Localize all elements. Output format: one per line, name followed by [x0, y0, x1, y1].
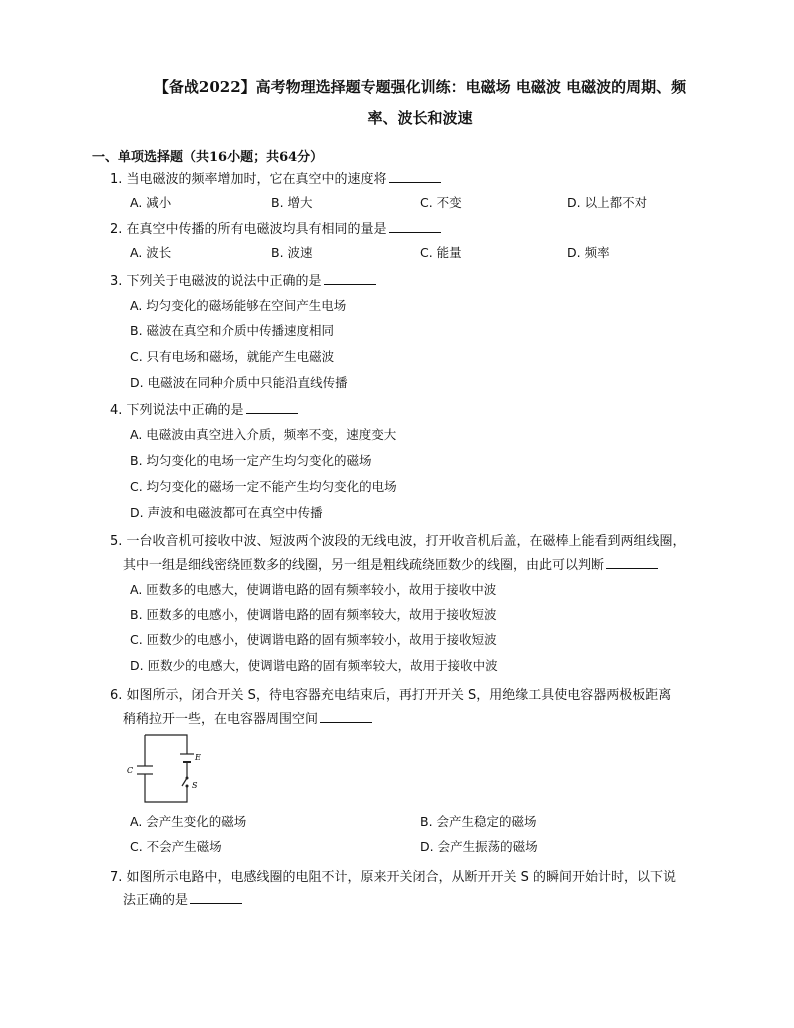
question-7-stem-line1: 7. 如图所示电路中，电感线圈的电阻不计，原来开关闭合，从断开开关 S 的瞬间开始计时，以下说 [110, 870, 677, 885]
question-4-stem: 4. 下列说法中正确的是 [110, 399, 710, 422]
q1-option-a: A. 减小 [130, 195, 172, 210]
answer-blank [246, 399, 298, 414]
question-3-stem: 3. 下列关于电磁波的说法中正确的是 [110, 270, 710, 293]
q5-option-c: C. 匝数少的电感小，使调谐电路的固有频率较小，故用于接收短波 [130, 632, 497, 647]
q2-option-a: A. 波长 [130, 245, 172, 260]
q2-option-b: B. 波速 [271, 245, 313, 260]
q6-option-b: B. 会产生稳定的磁场 [420, 814, 537, 829]
q1-option-c: C. 不变 [420, 195, 462, 210]
q4-option-d: D. 声波和电磁波都可在真空中传播 [130, 505, 323, 520]
question-5-stem-line2: 其中一组是细线密绕匝数多的线圈，另一组是粗线疏绕匝数少的线圈，由此可以判断 [123, 554, 723, 577]
document-title-line1: 【备战2022】高考物理选择题专题强化训练：电磁场 电磁波 电磁波的周期、频 [153, 78, 687, 96]
q3-option-a: A. 均匀变化的磁场能够在空间产生电场 [130, 298, 347, 313]
question-2-stem: 2. 在真空中传播的所有电磁波均具有相同的量是 [110, 218, 710, 241]
q3-option-c: C. 只有电场和磁场，就能产生电磁波 [130, 349, 335, 364]
answer-blank [606, 554, 658, 569]
question-6-stem-line1: 6. 如图所示，闭合开关 S，待电容器充电结束后，再打开开关 S，用绝缘工具使电容器两极板距离 [110, 688, 672, 703]
answer-blank [190, 889, 242, 904]
q3-option-b: B. 磁波在真空和介质中传播速度相同 [130, 323, 335, 338]
q6-option-c: C. 不会产生磁场 [130, 839, 222, 854]
battery-label: E [195, 753, 201, 762]
switch-label: S [192, 781, 198, 790]
answer-blank [389, 218, 441, 233]
q3-option-d: D. 电磁波在同种介质中只能沿直线传播 [130, 375, 348, 390]
q2-option-d: D. 频率 [567, 245, 610, 260]
q6-option-a: A. 会产生变化的磁场 [130, 814, 247, 829]
question-1-stem: 1. 当电磁波的频率增加时，它在真空中的速度将 [110, 168, 710, 191]
answer-blank [389, 168, 441, 183]
q1-option-d: D. 以上都不对 [567, 195, 648, 210]
q4-option-b: B. 均匀变化的电场一定产生均匀变化的磁场 [130, 453, 372, 468]
question-6-stem-line2: 稍稍拉开一些，在电容器周围空间 [123, 708, 723, 731]
q1-option-b: B. 增大 [271, 195, 313, 210]
q2-option-c: C. 能量 [420, 245, 462, 260]
q5-option-b: B. 匝数多的电感小，使调谐电路的固有频率较大，故用于接收短波 [130, 607, 497, 622]
question-5-stem-line1: 5. 一台收音机可接收中波、短波两个波段的无线电波，打开收音机后盖，在磁棒上能看到两组线圈， [110, 534, 686, 549]
answer-blank [320, 708, 372, 723]
capacitor-label: C [127, 766, 134, 775]
document-title-line2: 率、波长和波速 [367, 109, 473, 127]
q5-option-d: D. 匝数少的电感大，使调谐电路的固有频率较大，故用于接收中波 [130, 658, 498, 673]
q4-option-a: A. 电磁波由真空进入介质，频率不变，速度变大 [130, 427, 397, 442]
q6-option-d: D. 会产生振荡的磁场 [420, 839, 538, 854]
answer-blank [324, 270, 376, 285]
section-heading: 一、单项选择题（共16小题；共64分） [92, 150, 324, 165]
circuit-figure [125, 730, 205, 810]
question-7-stem-line2: 法正确的是 [123, 889, 723, 912]
q5-option-a: A. 匝数多的电感大，使调谐电路的固有频率较小，故用于接收中波 [130, 582, 497, 597]
q4-option-c: C. 均匀变化的磁场一定不能产生均匀变化的电场 [130, 479, 397, 494]
